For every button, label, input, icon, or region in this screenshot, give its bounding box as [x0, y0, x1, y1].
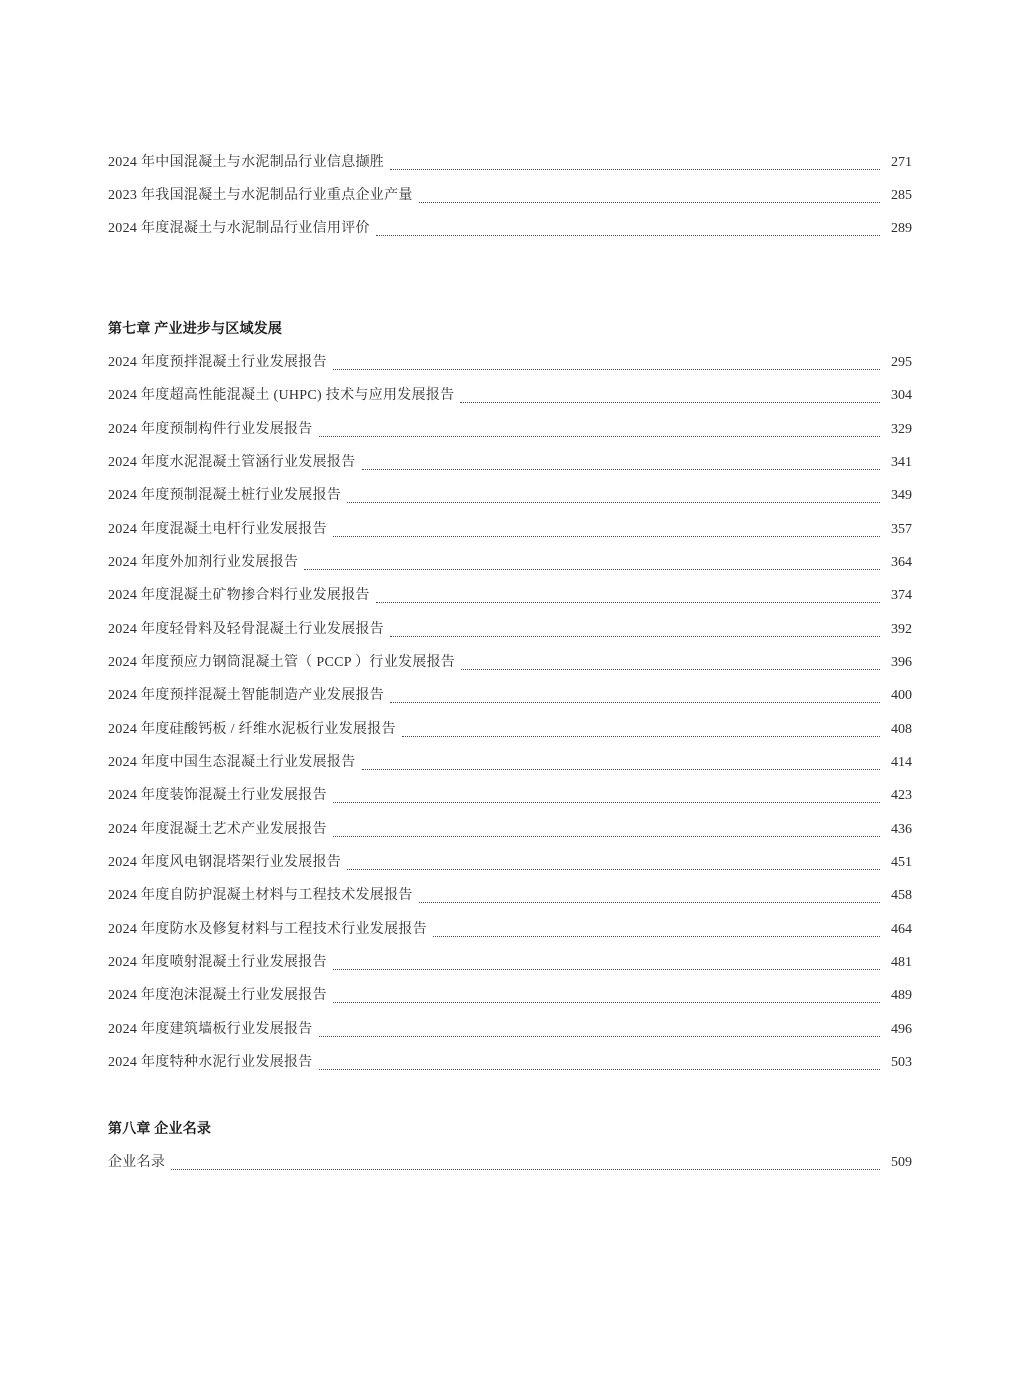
toc-entry[interactable]	[108, 685, 912, 707]
toc-entry-page: 458	[891, 888, 912, 903]
toc-entry[interactable]	[108, 952, 912, 974]
toc-entry[interactable]	[108, 152, 912, 174]
dot-leader	[171, 1168, 880, 1170]
toc-entry[interactable]	[108, 919, 912, 941]
toc-entry-title: 2024 年度预制构件行业发展报告	[108, 422, 313, 437]
toc-entry-page: 271	[891, 155, 912, 170]
toc-entry[interactable]	[108, 819, 912, 841]
dot-leader	[460, 401, 880, 403]
toc-entry-page: 374	[891, 588, 912, 603]
toc-entry[interactable]	[108, 985, 912, 1007]
toc-entry-page: 357	[891, 522, 912, 537]
toc-entry-page: 436	[891, 822, 912, 837]
toc-entry-title: 2024 年度混凝土艺术产业发展报告	[108, 822, 327, 837]
dot-leader	[333, 801, 880, 803]
toc-entry[interactable]	[108, 785, 912, 807]
toc-entry-title: 2024 年度防水及修复材料与工程技术行业发展报告	[108, 922, 427, 937]
toc-entry-title: 2024 年度混凝土与水泥制品行业信用评价	[108, 221, 370, 236]
toc-entry-title: 2024 年度装饰混凝土行业发展报告	[108, 788, 327, 803]
toc-entry-page: 295	[891, 355, 912, 370]
toc-entry-title: 2023 年我国混凝土与水泥制品行业重点企业产量	[108, 188, 413, 203]
toc-entry[interactable]	[108, 752, 912, 774]
dot-leader	[333, 835, 880, 837]
toc-entry-page: 481	[891, 955, 912, 970]
toc-entry-title: 2024 年度建筑墙板行业发展报告	[108, 1022, 313, 1037]
dot-leader	[333, 368, 880, 370]
chapter-heading[interactable]: 第八章 企业名录	[108, 1122, 212, 1137]
toc-entry[interactable]	[108, 1052, 912, 1074]
dot-leader	[319, 435, 880, 437]
toc-entry[interactable]	[108, 485, 912, 507]
toc-entry-title: 2024 年度硅酸钙板 / 纤维水泥板行业发展报告	[108, 722, 396, 737]
toc-entry-page: 408	[891, 722, 912, 737]
toc-entry-page: 489	[891, 988, 912, 1003]
dot-leader	[362, 468, 881, 470]
dot-leader	[347, 868, 880, 870]
dot-leader	[402, 735, 880, 737]
toc-entry-title: 2024 年度特种水泥行业发展报告	[108, 1055, 313, 1070]
toc-entry[interactable]	[108, 218, 912, 240]
toc-entry-page: 349	[891, 488, 912, 503]
dot-leader	[333, 535, 880, 537]
toc-entry[interactable]	[108, 452, 912, 474]
dot-leader	[319, 1035, 880, 1037]
toc-entry-title: 2024 年度风电钢混塔架行业发展报告	[108, 855, 342, 870]
toc-entry-page: 392	[891, 622, 912, 637]
toc-entry-title: 2024 年中国混凝土与水泥制品行业信息撷胜	[108, 155, 385, 170]
toc-entry-title: 2024 年度混凝土电杆行业发展报告	[108, 522, 327, 537]
toc-entry-title: 2024 年度超高性能混凝土 (UHPC) 技术与应用发展报告	[108, 388, 455, 403]
dot-leader	[362, 768, 881, 770]
toc-entry[interactable]	[108, 552, 912, 574]
toc-entry[interactable]	[108, 585, 912, 607]
toc-entry-page: 304	[891, 388, 912, 403]
toc-entry-page: 329	[891, 422, 912, 437]
toc-entry-page: 509	[891, 1155, 912, 1170]
toc-entry-title: 2024 年度预制混凝土桩行业发展报告	[108, 488, 342, 503]
dot-leader	[390, 701, 880, 703]
dot-leader	[376, 234, 880, 236]
dot-leader	[390, 635, 880, 637]
toc-entry[interactable]	[108, 419, 912, 441]
toc-entry-page: 400	[891, 688, 912, 703]
dot-leader	[333, 1001, 880, 1003]
toc-entry[interactable]	[108, 185, 912, 207]
toc-entry-page: 414	[891, 755, 912, 770]
dot-leader	[419, 901, 880, 903]
toc-entry-page: 285	[891, 188, 912, 203]
chapter-heading[interactable]: 第七章 产业进步与区域发展	[108, 322, 283, 337]
toc-entry-title: 2024 年度预拌混凝土智能制造产业发展报告	[108, 688, 385, 703]
toc-entry[interactable]	[108, 519, 912, 541]
toc-entry-page: 503	[891, 1055, 912, 1070]
toc-entry-page: 451	[891, 855, 912, 870]
toc-entry-title: 2024 年度外加剂行业发展报告	[108, 555, 299, 570]
toc-entry-page: 364	[891, 555, 912, 570]
toc-entry[interactable]	[108, 619, 912, 641]
toc-entry[interactable]	[108, 1152, 912, 1174]
toc-entry-title: 2024 年度喷射混凝土行业发展报告	[108, 955, 327, 970]
toc-entry-page: 496	[891, 1022, 912, 1037]
dot-leader	[433, 935, 880, 937]
toc-entry-title: 2024 年度预拌混凝土行业发展报告	[108, 355, 327, 370]
toc-entry-title: 2024 年度泡沫混凝土行业发展报告	[108, 988, 327, 1003]
toc-entry-title: 企业名录	[108, 1155, 166, 1170]
toc-entry[interactable]	[108, 852, 912, 874]
toc-entry[interactable]	[108, 385, 912, 407]
dot-leader	[461, 668, 880, 670]
dot-leader	[347, 501, 880, 503]
toc-entry[interactable]	[108, 885, 912, 907]
dot-leader	[390, 168, 880, 170]
toc-entry-page: 289	[891, 221, 912, 236]
toc-entry-title: 2024 年度自防护混凝土材料与工程技术发展报告	[108, 888, 413, 903]
toc-entry-page: 423	[891, 788, 912, 803]
toc-entry-page: 396	[891, 655, 912, 670]
toc-entry-title: 2024 年度中国生态混凝土行业发展报告	[108, 755, 356, 770]
toc-entry[interactable]	[108, 652, 912, 674]
toc-entry-page: 341	[891, 455, 912, 470]
toc-entry-title: 2024 年度混凝土矿物掺合料行业发展报告	[108, 588, 370, 603]
toc-entry-title: 2024 年度水泥混凝土管涵行业发展报告	[108, 455, 356, 470]
toc-entry[interactable]	[108, 719, 912, 741]
toc-entry[interactable]	[108, 352, 912, 374]
toc-entry-title: 2024 年度轻骨料及轻骨混凝土行业发展报告	[108, 622, 385, 637]
toc-entry-page: 464	[891, 922, 912, 937]
dot-leader	[376, 601, 880, 603]
dot-leader	[304, 568, 880, 570]
dot-leader	[333, 968, 880, 970]
dot-leader	[419, 201, 880, 203]
toc-entry-title: 2024 年度预应力钢筒混凝土管（ PCCP ）行业发展报告	[108, 655, 456, 670]
toc-entry[interactable]	[108, 1019, 912, 1041]
dot-leader	[319, 1068, 880, 1070]
